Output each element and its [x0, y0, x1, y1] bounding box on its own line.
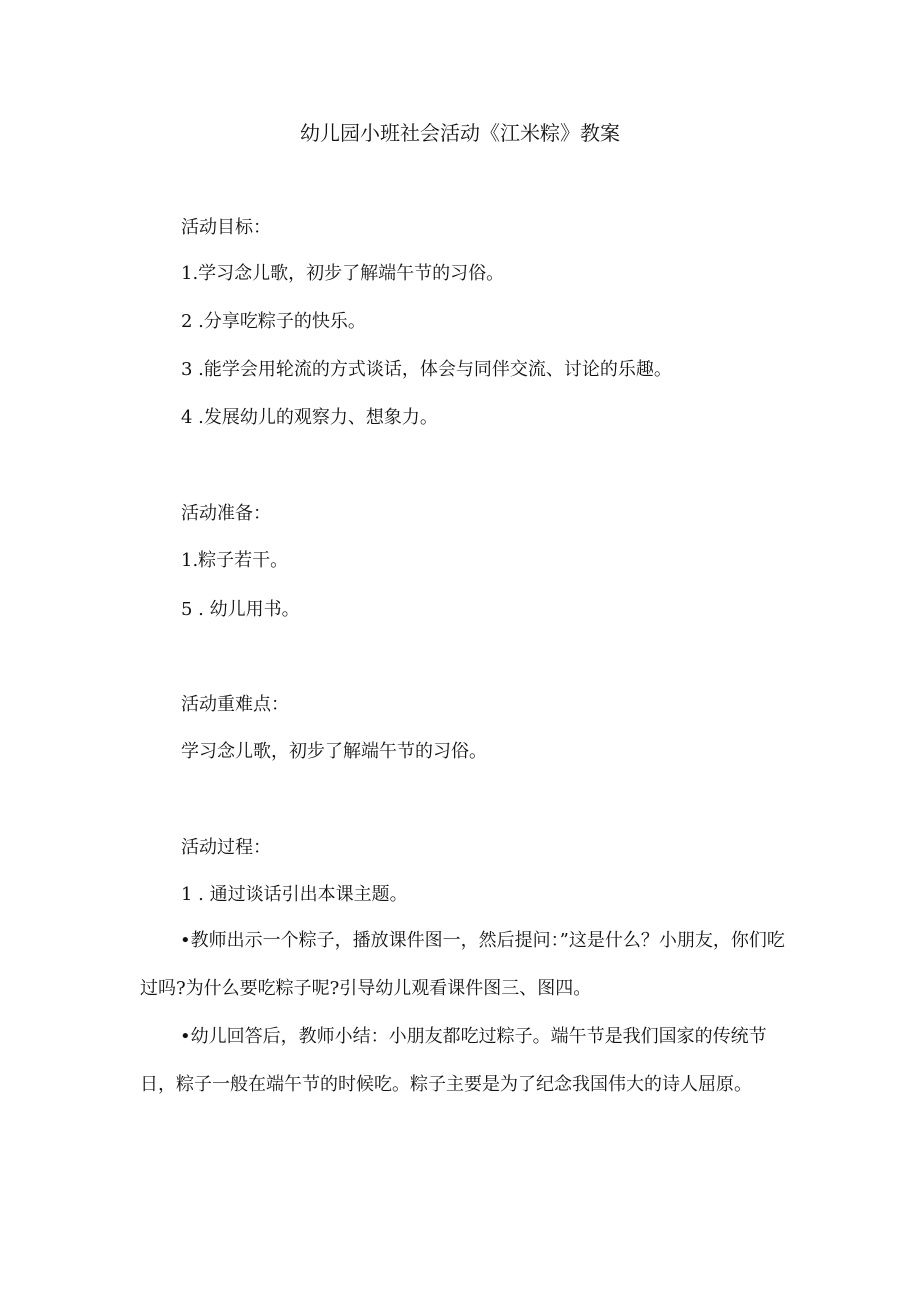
key-points-heading: 活动重难点：	[181, 694, 289, 715]
process-paragraph-1: •教师出示一个粽子，播放课件图一，然后提问：”这是什么？小朋友，你们吃过吗?为什么要吃粽子呢?引导幼儿观看课件图三、图四。	[140, 930, 785, 999]
goal-item-2: 2 .分享吃粽子的快乐。	[181, 311, 366, 332]
goal-item-4: 4 .发展幼儿的观察力、想象力。	[181, 407, 438, 428]
key-points-text: 学习念儿歌，初步了解端午节的习俗。	[181, 741, 487, 762]
process-heading: 活动过程：	[181, 837, 271, 858]
process-paragraph-2: •幼儿回答后，教师小结：小朋友都吃过粽子。端午节是我们国家的传统节日，粽子一般在端午节的时候吃。粽子主要是为了纪念我国伟大的诗人屈原。	[140, 1026, 767, 1095]
goal-item-1: 1.学习念儿歌，初步了解端午节的习俗。	[181, 263, 505, 284]
process-step-1: 1 . 通过谈话引出本课主题。	[181, 884, 408, 905]
page-title: 幼儿园小班社会活动《江米粽》教案	[300, 121, 620, 145]
preparation-item-1: 1.粽子若干。	[181, 550, 289, 571]
goal-item-3: 3 .能学会用轮流的方式谈话，体会与同伴交流、讨论的乐趣。	[181, 359, 672, 380]
preparation-heading: 活动准备：	[181, 503, 271, 524]
goals-heading: 活动目标：	[181, 217, 271, 238]
preparation-item-2: 5 . 幼儿用书。	[181, 599, 300, 620]
